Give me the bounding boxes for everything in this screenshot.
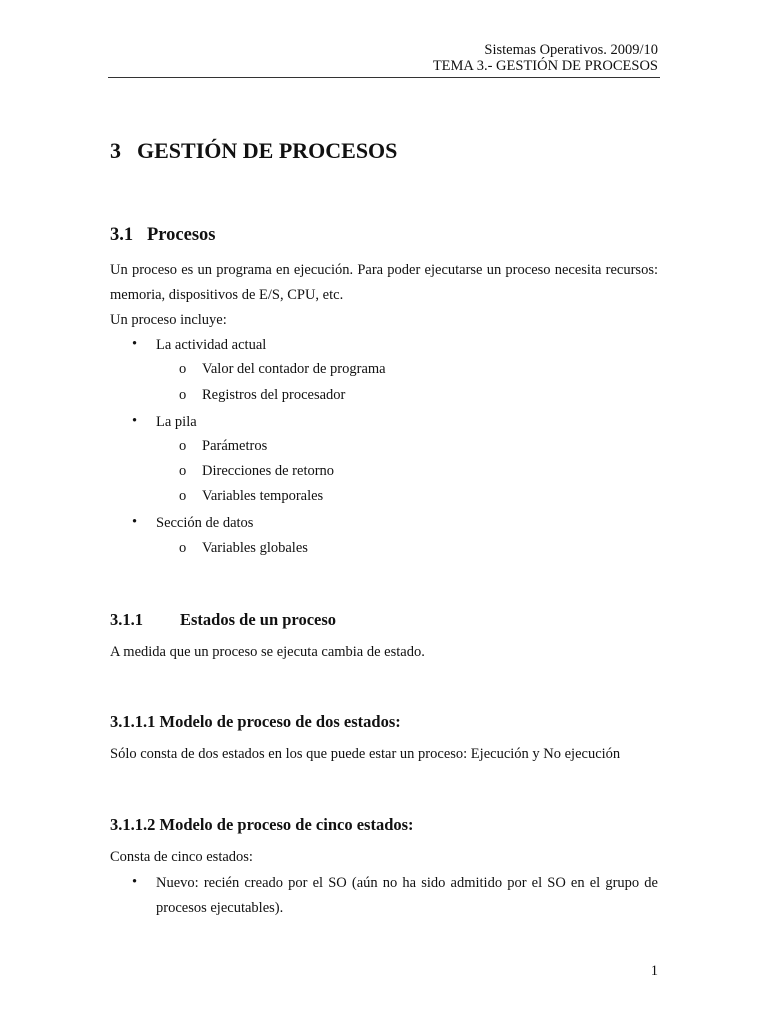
bullet-icon: • xyxy=(132,874,138,890)
sub-list-item: Variables temporales xyxy=(202,488,324,504)
bullet-icon: • xyxy=(132,336,138,352)
subsection-number: 3.1 xyxy=(110,225,134,245)
two-state-paragraph: Sólo consta de dos estados en los que puede estar un proceso: Ejecución y No ejecución xyxy=(110,746,621,762)
intro-paragraph: Un proceso es un programa en ejecución. Para poder ejecutarse un proceso necesita recursos: memoria, dispositivos de E/S, CPU, etc. xyxy=(110,262,658,303)
header-topic: TEMA 3.- GESTIÓN DE PROCESOS xyxy=(432,58,658,74)
sub-bullet-icon: o xyxy=(179,463,187,479)
subsubsection-heading xyxy=(110,610,336,630)
bullet-icon: • xyxy=(132,514,138,530)
subsection-heading xyxy=(110,225,216,246)
subsubsection-title: Estados de un proceso xyxy=(180,610,337,629)
sub-bullet-icon: o xyxy=(179,488,187,504)
sub-list-item: Parámetros xyxy=(202,438,268,454)
five-state-heading: 3.1.1.2 Modelo de proceso de cinco estados: xyxy=(110,815,414,834)
running-header xyxy=(433,42,658,74)
header-course: Sistemas Operativos. 2009/10 xyxy=(484,42,658,58)
two-state-heading: 3.1.1.1 Modelo de proceso de dos estados: xyxy=(110,712,401,731)
sub-list-item: Valor del contador de programa xyxy=(202,361,386,377)
sub-bullet-icon: o xyxy=(179,438,187,454)
page-number: 1 xyxy=(650,963,658,979)
subsection-title: Procesos xyxy=(147,225,216,245)
bullet-icon: • xyxy=(132,413,138,429)
section-number: 3 xyxy=(110,138,121,163)
list-item: La pila xyxy=(156,414,197,430)
section-heading xyxy=(110,138,397,164)
includes-line: Un proceso incluye: xyxy=(110,312,227,328)
subsubsection-number: 3.1.1 xyxy=(110,610,143,629)
section-title: GESTIÓN DE PROCESOS xyxy=(137,138,398,163)
list-item: La actividad actual xyxy=(156,337,267,353)
sub-bullet-icon: o xyxy=(179,387,187,403)
list-item: Nuevo: recién creado por el SO (aún no ha sido admitido por el SO en el grupo de procesos ejecutables). xyxy=(156,875,658,916)
sub-list-item: Direcciones de retorno xyxy=(202,463,335,479)
sub-list-item: Variables globales xyxy=(202,540,308,556)
header-divider xyxy=(108,77,660,78)
states-paragraph: A medida que un proceso se ejecuta cambia de estado. xyxy=(110,644,425,660)
list-item: Sección de datos xyxy=(156,515,254,531)
five-state-paragraph: Consta de cinco estados: xyxy=(110,849,253,865)
sub-list-item: Registros del procesador xyxy=(202,387,346,403)
sub-bullet-icon: o xyxy=(179,361,187,377)
sub-bullet-icon: o xyxy=(179,540,187,556)
